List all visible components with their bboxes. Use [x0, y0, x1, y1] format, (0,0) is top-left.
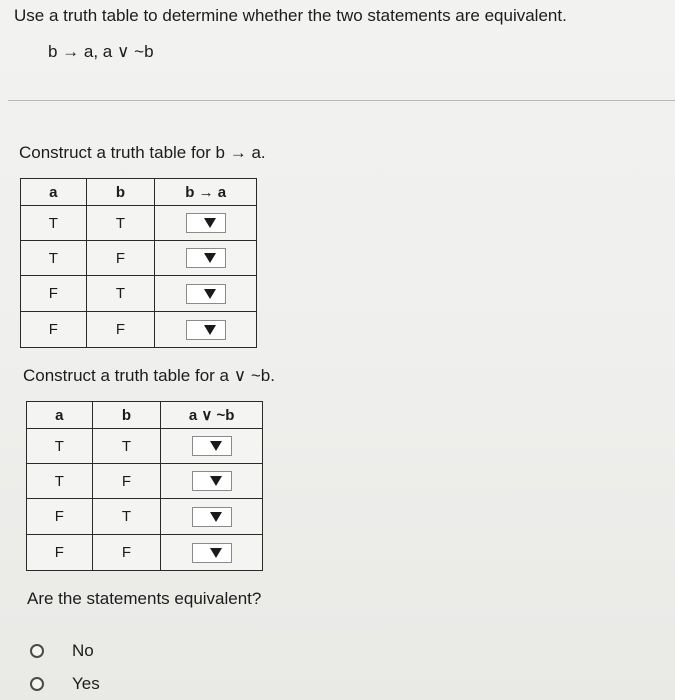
cell-a: T	[21, 241, 87, 276]
answer-dropdown[interactable]	[192, 436, 232, 456]
table-row	[21, 206, 257, 241]
caret-down-icon	[210, 512, 222, 522]
caret-down-icon	[210, 548, 222, 558]
cell-b: T	[86, 206, 155, 241]
cell-b: T	[92, 429, 161, 464]
cell-a: T	[21, 206, 87, 241]
cell-a: F	[21, 312, 87, 348]
caret-down-icon	[204, 289, 216, 299]
column-header-b: b	[86, 179, 155, 206]
caret-down-icon	[204, 218, 216, 228]
table-row	[21, 276, 257, 312]
column-header-b-implies-a: b → a	[155, 179, 257, 206]
cell-b: F	[92, 464, 161, 499]
table-row	[27, 535, 263, 571]
table-row	[27, 429, 263, 464]
column-header-a: a	[27, 402, 93, 429]
question-text: Use a truth table to determine whether the two statements are equivalent.	[14, 6, 567, 25]
cell-a: T	[27, 464, 93, 499]
table-row	[27, 499, 263, 535]
answer-cell	[155, 241, 257, 276]
statements-text: b → a, a ∨ ~b	[48, 42, 154, 61]
table-row	[27, 464, 263, 499]
table-row	[21, 241, 257, 276]
truth-table-b-implies-a	[20, 178, 257, 348]
option-no-label: No	[72, 641, 94, 660]
table2-prompt: Construct a truth table for a ∨ ~b.	[23, 366, 275, 385]
cell-b: F	[92, 535, 161, 571]
cell-a: T	[27, 429, 93, 464]
column-header-a-or-not-b: a ∨ ~b	[161, 402, 263, 429]
answer-dropdown[interactable]	[192, 543, 232, 563]
cell-a: F	[27, 499, 93, 535]
cell-b: F	[86, 241, 155, 276]
answer-cell	[155, 276, 257, 312]
cell-b: T	[86, 276, 155, 312]
cell-a: F	[27, 535, 93, 571]
divider	[8, 100, 675, 101]
caret-down-icon	[210, 476, 222, 486]
answer-cell	[161, 499, 263, 535]
option-no[interactable]	[30, 641, 94, 661]
cell-a: F	[21, 276, 87, 312]
column-header-b: b	[92, 402, 161, 429]
answer-cell	[155, 312, 257, 348]
caret-down-icon	[204, 253, 216, 263]
answer-dropdown[interactable]	[186, 320, 226, 340]
radio-unselected-icon[interactable]	[30, 677, 44, 691]
truth-table-a-or-not-b	[26, 401, 263, 571]
answer-dropdown[interactable]	[186, 248, 226, 268]
answer-dropdown[interactable]	[192, 507, 232, 527]
equivalence-prompt: Are the statements equivalent?	[27, 589, 262, 608]
answer-cell	[161, 535, 263, 571]
answer-dropdown[interactable]	[192, 471, 232, 491]
radio-unselected-icon[interactable]	[30, 644, 44, 658]
caret-down-icon	[210, 441, 222, 451]
option-yes-label: Yes	[72, 674, 100, 693]
cell-b: T	[92, 499, 161, 535]
answer-cell	[161, 464, 263, 499]
column-header-a: a	[21, 179, 87, 206]
table1-prompt: Construct a truth table for b → a.	[19, 143, 266, 162]
cell-b: F	[86, 312, 155, 348]
caret-down-icon	[204, 325, 216, 335]
answer-dropdown[interactable]	[186, 213, 226, 233]
table-row	[21, 312, 257, 348]
option-yes[interactable]	[30, 674, 100, 694]
answer-cell	[161, 429, 263, 464]
answer-cell	[155, 206, 257, 241]
answer-dropdown[interactable]	[186, 284, 226, 304]
